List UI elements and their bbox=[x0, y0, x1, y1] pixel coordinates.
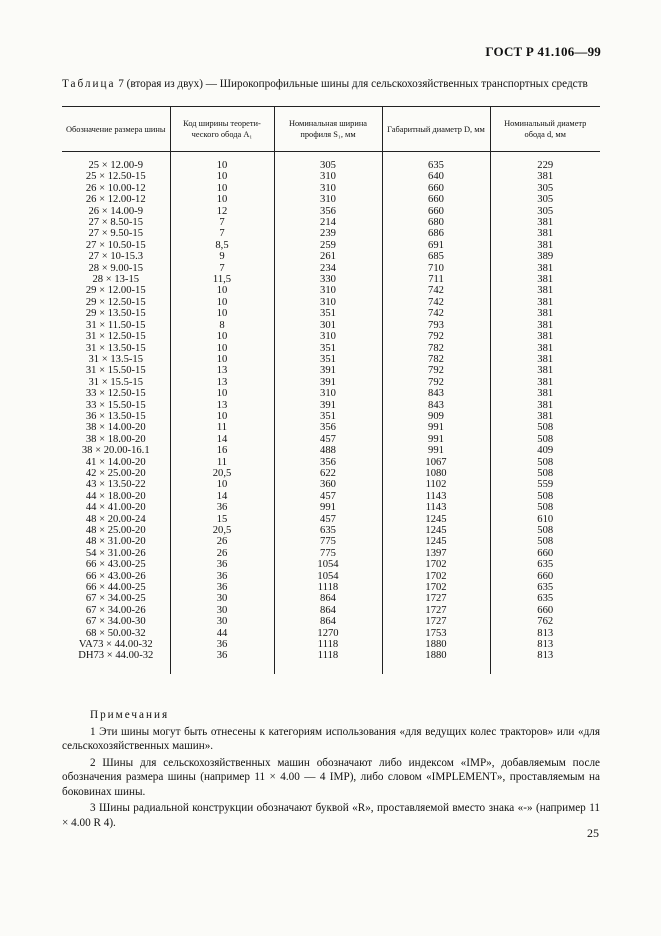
note-item: 2 Шины для сельскохозяйственных машин обозначают либо индексом «IMP», добавляемым после обозначения размера шины (например 11 × 4.00 — 4 IMP), либо словом «IMPLEMENT», проставляемым на боковинах шины. bbox=[62, 756, 600, 798]
cell-rim-diameter: 381 bbox=[490, 228, 600, 239]
cell-rim-diameter: 381 bbox=[490, 285, 600, 296]
table-spacer-row bbox=[62, 662, 600, 674]
table-row bbox=[62, 525, 600, 536]
cell-designation: 29 × 12.50-15 bbox=[85, 296, 146, 308]
cell-section-width: 351 bbox=[274, 354, 382, 365]
table-row bbox=[62, 320, 600, 331]
cell-designation: 44 × 41.00-20 bbox=[85, 502, 146, 514]
cell-section-width: 310 bbox=[274, 331, 382, 342]
table-caption-text: 7 (вторая из двух) — Широкопрофильные шины для сельскохозяйственных транспортных средств bbox=[115, 78, 588, 90]
cell-designation: 43 × 13.50-22 bbox=[85, 479, 146, 491]
cell-designation: 44 × 18.00-20 bbox=[85, 490, 146, 502]
cell-rim-width-code: 30 bbox=[170, 593, 274, 604]
cell-outer-diameter: 685 bbox=[382, 251, 490, 262]
cell-rim-width-code: 26 bbox=[170, 536, 274, 547]
cell-rim-diameter: 381 bbox=[490, 354, 600, 365]
cell-section-width: 310 bbox=[274, 194, 382, 205]
table-caption bbox=[62, 78, 602, 91]
cell-rim-width-code: 10 bbox=[170, 285, 274, 296]
table-row bbox=[62, 571, 600, 582]
table-row bbox=[62, 206, 600, 217]
cell-designation: 31 × 11.50-15 bbox=[86, 319, 146, 331]
table-row bbox=[62, 411, 600, 422]
cell-outer-diameter: 991 bbox=[382, 422, 490, 433]
cell-rim-diameter: 381 bbox=[490, 400, 600, 411]
cell-designation: 27 × 9.50-15 bbox=[88, 228, 144, 240]
cell-rim-width-code: 10 bbox=[170, 308, 274, 319]
cell-rim-width-code: 10 bbox=[170, 160, 274, 171]
cell-section-width: 356 bbox=[274, 457, 382, 468]
table-row bbox=[62, 593, 600, 604]
table-row bbox=[62, 240, 600, 251]
cell-outer-diameter: 742 bbox=[382, 285, 490, 296]
cell-designation: 27 × 8.50-15 bbox=[88, 217, 144, 229]
cell-section-width: 310 bbox=[274, 183, 382, 194]
cell-designation: 31 × 12.50-15 bbox=[85, 331, 146, 343]
cell-rim-width-code: 11,5 bbox=[170, 274, 274, 285]
cell-section-width: 991 bbox=[274, 502, 382, 513]
cell-rim-diameter: 389 bbox=[490, 251, 600, 262]
cell-rim-diameter: 381 bbox=[490, 388, 600, 399]
cell-section-width: 391 bbox=[274, 365, 382, 376]
cell-rim-width-code: 36 bbox=[170, 502, 274, 513]
cell-rim-diameter: 559 bbox=[490, 479, 600, 490]
cell-rim-diameter: 381 bbox=[490, 343, 600, 354]
cell-rim-width-code: 10 bbox=[170, 343, 274, 354]
column-header-rim-diameter: Номинальный диаметр обода d, мм bbox=[490, 107, 600, 152]
cell-outer-diameter: 1880 bbox=[382, 650, 490, 661]
cell-outer-diameter: 1143 bbox=[382, 491, 490, 502]
cell-outer-diameter: 1245 bbox=[382, 514, 490, 525]
cell-outer-diameter: 711 bbox=[382, 274, 490, 285]
cell-outer-diameter: 660 bbox=[382, 206, 490, 217]
cell-rim-diameter: 409 bbox=[490, 445, 600, 456]
cell-rim-width-code: 8,5 bbox=[170, 240, 274, 251]
table-row bbox=[62, 171, 600, 182]
cell-rim-diameter: 813 bbox=[490, 650, 600, 661]
cell-outer-diameter: 742 bbox=[382, 308, 490, 319]
column-header-outer-diameter: Габаритный диаметр D, мм bbox=[382, 107, 490, 152]
cell-rim-diameter: 381 bbox=[490, 377, 600, 388]
cell-section-width: 305 bbox=[274, 160, 382, 171]
cell-rim-diameter: 508 bbox=[490, 434, 600, 445]
cell-designation: 25 × 12.50-15 bbox=[85, 171, 146, 183]
cell-section-width: 775 bbox=[274, 548, 382, 559]
cell-rim-width-code: 11 bbox=[170, 457, 274, 468]
cell-section-width: 310 bbox=[274, 285, 382, 296]
table-row bbox=[62, 422, 600, 433]
cell-designation: 31 × 15.5-15 bbox=[88, 376, 144, 388]
cell-section-width: 261 bbox=[274, 251, 382, 262]
cell-outer-diameter: 742 bbox=[382, 297, 490, 308]
cell-rim-width-code: 9 bbox=[170, 251, 274, 262]
cell-rim-width-code: 7 bbox=[170, 263, 274, 274]
cell-rim-diameter: 508 bbox=[490, 502, 600, 513]
cell-rim-diameter: 381 bbox=[490, 331, 600, 342]
table-row bbox=[62, 400, 600, 411]
cell-rim-width-code: 10 bbox=[170, 388, 274, 399]
table-row bbox=[62, 365, 600, 376]
cell-outer-diameter: 1880 bbox=[382, 639, 490, 650]
cell-designation: 33 × 15.50-15 bbox=[85, 399, 146, 411]
cell-outer-diameter: 991 bbox=[382, 445, 490, 456]
cell-rim-diameter: 508 bbox=[490, 491, 600, 502]
table-row bbox=[62, 491, 600, 502]
cell-outer-diameter: 782 bbox=[382, 354, 490, 365]
cell-rim-width-code: 13 bbox=[170, 365, 274, 376]
cell-rim-diameter: 508 bbox=[490, 525, 600, 536]
cell-outer-diameter: 691 bbox=[382, 240, 490, 251]
cell-outer-diameter: 680 bbox=[382, 217, 490, 228]
cell-designation: 48 × 31.00-20 bbox=[85, 536, 146, 548]
table-row bbox=[62, 388, 600, 399]
cell-section-width: 864 bbox=[274, 593, 382, 604]
cell-rim-width-code: 10 bbox=[170, 411, 274, 422]
cell-rim-diameter: 381 bbox=[490, 263, 600, 274]
cell-designation: 67 × 34.00-30 bbox=[85, 616, 146, 628]
cell-rim-diameter: 381 bbox=[490, 365, 600, 376]
table-row bbox=[62, 183, 600, 194]
cell-rim-diameter: 660 bbox=[490, 571, 600, 582]
cell-designation: 33 × 12.50-15 bbox=[85, 388, 146, 400]
table-row bbox=[62, 228, 600, 239]
cell-outer-diameter: 1102 bbox=[382, 479, 490, 490]
column-header-section-width: Номинальная ширина профиля S₁, мм bbox=[274, 107, 382, 152]
cell-rim-diameter: 305 bbox=[490, 206, 600, 217]
cell-rim-diameter: 381 bbox=[490, 411, 600, 422]
cell-outer-diameter: 792 bbox=[382, 331, 490, 342]
cell-rim-width-code: 10 bbox=[170, 479, 274, 490]
tire-table bbox=[62, 106, 600, 674]
cell-rim-width-code: 14 bbox=[170, 491, 274, 502]
document-header: ГОСТ Р 41.106—99 bbox=[485, 44, 601, 59]
cell-outer-diameter: 660 bbox=[382, 194, 490, 205]
table-row bbox=[62, 536, 600, 547]
cell-designation: 31 × 15.50-15 bbox=[85, 365, 146, 377]
cell-rim-diameter: 305 bbox=[490, 183, 600, 194]
cell-outer-diameter: 843 bbox=[382, 400, 490, 411]
notes-section bbox=[62, 708, 600, 832]
cell-designation: 38 × 18.00-20 bbox=[85, 433, 146, 445]
table-row bbox=[62, 639, 600, 650]
table-row bbox=[62, 263, 600, 274]
cell-section-width: 310 bbox=[274, 388, 382, 399]
cell-rim-width-code: 36 bbox=[170, 639, 274, 650]
table-row bbox=[62, 605, 600, 616]
table-row bbox=[62, 274, 600, 285]
cell-rim-diameter: 635 bbox=[490, 559, 600, 570]
cell-section-width: 864 bbox=[274, 605, 382, 616]
cell-designation: 66 × 43.00-26 bbox=[85, 570, 146, 582]
cell-outer-diameter: 1245 bbox=[382, 525, 490, 536]
cell-section-width: 1118 bbox=[274, 639, 382, 650]
cell-outer-diameter: 1067 bbox=[382, 457, 490, 468]
cell-rim-width-code: 30 bbox=[170, 605, 274, 616]
cell-rim-width-code: 44 bbox=[170, 628, 274, 639]
cell-rim-width-code: 14 bbox=[170, 434, 274, 445]
table-row bbox=[62, 194, 600, 205]
cell-rim-width-code: 36 bbox=[170, 559, 274, 570]
cell-rim-diameter: 229 bbox=[490, 160, 600, 171]
cell-rim-width-code: 36 bbox=[170, 571, 274, 582]
cell-rim-diameter: 305 bbox=[490, 194, 600, 205]
cell-outer-diameter: 1245 bbox=[382, 536, 490, 547]
cell-outer-diameter: 1080 bbox=[382, 468, 490, 479]
cell-outer-diameter: 640 bbox=[382, 171, 490, 182]
cell-designation: 28 × 13-15 bbox=[92, 274, 140, 286]
cell-rim-diameter: 381 bbox=[490, 274, 600, 285]
cell-rim-width-code: 20,5 bbox=[170, 525, 274, 536]
cell-designation: 48 × 20.00-24 bbox=[85, 513, 146, 525]
cell-designation: 31 × 13.5-15 bbox=[88, 353, 144, 365]
cell-rim-diameter: 381 bbox=[490, 308, 600, 319]
table-header-row bbox=[62, 107, 600, 152]
cell-rim-width-code: 36 bbox=[170, 650, 274, 661]
table-row bbox=[62, 616, 600, 627]
table-row bbox=[62, 331, 600, 342]
cell-outer-diameter: 792 bbox=[382, 377, 490, 388]
cell-section-width: 457 bbox=[274, 434, 382, 445]
table-row bbox=[62, 377, 600, 388]
cell-rim-diameter: 635 bbox=[490, 593, 600, 604]
cell-rim-diameter: 381 bbox=[490, 171, 600, 182]
cell-section-width: 1118 bbox=[274, 650, 382, 661]
table-row bbox=[62, 650, 600, 661]
cell-rim-diameter: 381 bbox=[490, 217, 600, 228]
cell-designation: 38 × 20.00-16.1 bbox=[81, 445, 150, 457]
table-row bbox=[62, 548, 600, 559]
cell-section-width: 351 bbox=[274, 308, 382, 319]
cell-designation: 41 × 14.00-20 bbox=[85, 456, 146, 468]
cell-designation: 31 × 13.50-15 bbox=[85, 342, 146, 354]
cell-rim-width-code: 36 bbox=[170, 582, 274, 593]
table-row bbox=[62, 457, 600, 468]
cell-rim-width-code: 13 bbox=[170, 400, 274, 411]
cell-section-width: 330 bbox=[274, 274, 382, 285]
cell-designation: 26 × 12.00-12 bbox=[85, 194, 146, 206]
cell-rim-width-code: 26 bbox=[170, 548, 274, 559]
cell-rim-width-code: 10 bbox=[170, 183, 274, 194]
cell-section-width: 356 bbox=[274, 422, 382, 433]
cell-outer-diameter: 1397 bbox=[382, 548, 490, 559]
note-item: 1 Эти шины могут быть отнесены к категориям использования «для ведущих колес тракторов» или «для сельскохозяйственных машин». bbox=[62, 725, 600, 752]
cell-rim-diameter: 610 bbox=[490, 514, 600, 525]
cell-rim-width-code: 10 bbox=[170, 331, 274, 342]
cell-rim-width-code: 10 bbox=[170, 354, 274, 365]
cell-rim-diameter: 381 bbox=[490, 240, 600, 251]
cell-rim-diameter: 508 bbox=[490, 422, 600, 433]
column-header-rim-width-code: Код ширины теоретического обода A₁ bbox=[170, 107, 274, 152]
cell-outer-diameter: 792 bbox=[382, 365, 490, 376]
cell-rim-diameter: 660 bbox=[490, 605, 600, 616]
table-row bbox=[62, 479, 600, 490]
table-caption-label: Таблица bbox=[62, 78, 116, 90]
cell-section-width: 259 bbox=[274, 240, 382, 251]
cell-rim-width-code: 7 bbox=[170, 228, 274, 239]
cell-outer-diameter: 843 bbox=[382, 388, 490, 399]
cell-designation: 28 × 9.00-15 bbox=[88, 262, 144, 274]
cell-section-width: 356 bbox=[274, 206, 382, 217]
cell-section-width: 488 bbox=[274, 445, 382, 456]
cell-section-width: 234 bbox=[274, 263, 382, 274]
cell-outer-diameter: 660 bbox=[382, 183, 490, 194]
table-row bbox=[62, 251, 600, 262]
table-row bbox=[62, 445, 600, 456]
cell-rim-width-code: 7 bbox=[170, 217, 274, 228]
cell-designation: 42 × 25.00-20 bbox=[85, 467, 146, 479]
cell-designation: VA73 × 44.00-32 bbox=[78, 639, 153, 651]
cell-outer-diameter: 1702 bbox=[382, 571, 490, 582]
cell-designation: 54 × 31.00-26 bbox=[85, 547, 146, 559]
table-row bbox=[62, 354, 600, 365]
table-row bbox=[62, 285, 600, 296]
cell-section-width: 864 bbox=[274, 616, 382, 627]
cell-outer-diameter: 635 bbox=[382, 160, 490, 171]
cell-outer-diameter: 1727 bbox=[382, 605, 490, 616]
cell-section-width: 457 bbox=[274, 491, 382, 502]
cell-rim-width-code: 30 bbox=[170, 616, 274, 627]
cell-rim-diameter: 508 bbox=[490, 457, 600, 468]
cell-outer-diameter: 782 bbox=[382, 343, 490, 354]
table-spacer-row bbox=[62, 152, 600, 161]
cell-designation: 29 × 12.00-15 bbox=[85, 285, 146, 297]
cell-designation: 36 × 13.50-15 bbox=[85, 410, 146, 422]
cell-rim-diameter: 508 bbox=[490, 536, 600, 547]
table-row bbox=[62, 468, 600, 479]
cell-designation: 27 × 10-15.3 bbox=[88, 251, 144, 263]
cell-section-width: 622 bbox=[274, 468, 382, 479]
cell-section-width: 1118 bbox=[274, 582, 382, 593]
cell-section-width: 239 bbox=[274, 228, 382, 239]
table-row bbox=[62, 514, 600, 525]
cell-designation: 27 × 10.50-15 bbox=[85, 239, 146, 251]
cell-section-width: 214 bbox=[274, 217, 382, 228]
cell-designation: 68 × 50.00-32 bbox=[85, 627, 146, 639]
cell-section-width: 457 bbox=[274, 514, 382, 525]
table-row bbox=[62, 297, 600, 308]
cell-designation: 26 × 10.00-12 bbox=[85, 182, 146, 194]
table-row bbox=[62, 217, 600, 228]
notes-title: Примечания bbox=[90, 709, 170, 721]
column-header-designation: Обозначение размера шины bbox=[62, 107, 170, 152]
cell-outer-diameter: 1727 bbox=[382, 616, 490, 627]
cell-section-width: 1270 bbox=[274, 628, 382, 639]
cell-outer-diameter: 909 bbox=[382, 411, 490, 422]
cell-rim-width-code: 15 bbox=[170, 514, 274, 525]
cell-rim-diameter: 813 bbox=[490, 628, 600, 639]
cell-rim-diameter: 660 bbox=[490, 548, 600, 559]
table-row bbox=[62, 628, 600, 639]
table-row bbox=[62, 434, 600, 445]
cell-outer-diameter: 1753 bbox=[382, 628, 490, 639]
cell-outer-diameter: 1727 bbox=[382, 593, 490, 604]
cell-rim-width-code: 16 bbox=[170, 445, 274, 456]
cell-section-width: 1054 bbox=[274, 559, 382, 570]
cell-designation: 67 × 34.00-25 bbox=[85, 593, 146, 605]
cell-rim-width-code: 10 bbox=[170, 297, 274, 308]
table-row bbox=[62, 559, 600, 570]
table-row bbox=[62, 582, 600, 593]
cell-section-width: 310 bbox=[274, 171, 382, 182]
table-row bbox=[62, 343, 600, 354]
cell-rim-width-code: 12 bbox=[170, 206, 274, 217]
cell-designation: 26 × 14.00-9 bbox=[88, 205, 144, 217]
cell-designation: 66 × 43.00-25 bbox=[85, 559, 146, 571]
cell-designation: DH73 × 44.00-32 bbox=[78, 650, 154, 662]
cell-section-width: 351 bbox=[274, 411, 382, 422]
cell-rim-diameter: 762 bbox=[490, 616, 600, 627]
cell-rim-width-code: 13 bbox=[170, 377, 274, 388]
cell-rim-width-code: 10 bbox=[170, 194, 274, 205]
cell-rim-width-code: 11 bbox=[170, 422, 274, 433]
cell-section-width: 391 bbox=[274, 400, 382, 411]
cell-section-width: 1054 bbox=[274, 571, 382, 582]
cell-designation: 66 × 44.00-25 bbox=[85, 582, 146, 594]
table-row bbox=[62, 160, 600, 171]
cell-designation: 67 × 34.00-26 bbox=[85, 604, 146, 616]
cell-section-width: 775 bbox=[274, 536, 382, 547]
cell-rim-diameter: 381 bbox=[490, 320, 600, 331]
cell-outer-diameter: 793 bbox=[382, 320, 490, 331]
note-item: 3 Шины радиальной конструкции обозначают буквой «R», проставляемой вместо знака «-» (например 11 × 4.00 R 4). bbox=[62, 802, 600, 829]
cell-designation: 25 × 12.00-9 bbox=[88, 160, 144, 171]
cell-designation: 29 × 13.50-15 bbox=[85, 308, 146, 320]
table-row bbox=[62, 308, 600, 319]
cell-designation: 48 × 25.00-20 bbox=[85, 525, 146, 536]
page-number: 25 bbox=[587, 826, 599, 840]
cell-section-width: 360 bbox=[274, 479, 382, 490]
cell-section-width: 635 bbox=[274, 525, 382, 536]
cell-rim-diameter: 635 bbox=[490, 582, 600, 593]
cell-rim-width-code: 10 bbox=[170, 171, 274, 182]
cell-outer-diameter: 710 bbox=[382, 263, 490, 274]
cell-rim-width-code: 20,5 bbox=[170, 468, 274, 479]
cell-section-width: 391 bbox=[274, 377, 382, 388]
cell-rim-width-code: 8 bbox=[170, 320, 274, 331]
cell-designation: 38 × 14.00-20 bbox=[85, 422, 146, 434]
cell-outer-diameter: 1702 bbox=[382, 582, 490, 593]
cell-rim-diameter: 813 bbox=[490, 639, 600, 650]
cell-section-width: 310 bbox=[274, 297, 382, 308]
table-row bbox=[62, 502, 600, 513]
cell-outer-diameter: 1702 bbox=[382, 559, 490, 570]
cell-outer-diameter: 991 bbox=[382, 434, 490, 445]
cell-rim-diameter: 508 bbox=[490, 468, 600, 479]
cell-rim-diameter: 381 bbox=[490, 297, 600, 308]
cell-outer-diameter: 1143 bbox=[382, 502, 490, 513]
cell-section-width: 351 bbox=[274, 343, 382, 354]
cell-section-width: 301 bbox=[274, 320, 382, 331]
cell-outer-diameter: 686 bbox=[382, 228, 490, 239]
